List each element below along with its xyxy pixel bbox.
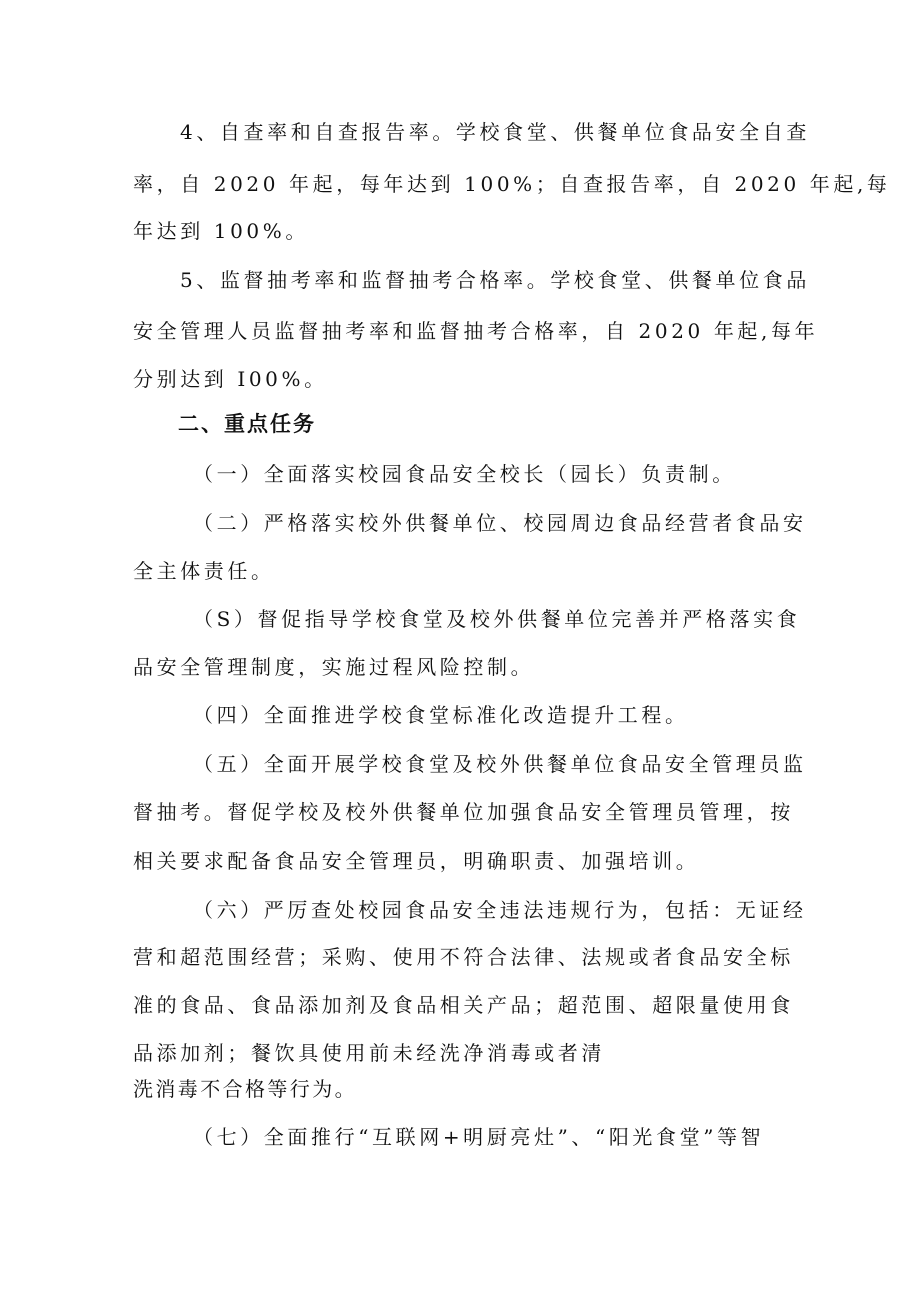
item5-line2: 安全管理人员监督抽考率和监督抽考合格率，自 2020 年起,每年 — [133, 319, 819, 343]
task6-line5: 洗消毒不合格等行为。 — [133, 1077, 357, 1101]
section-heading: 二、重点任务 — [178, 412, 316, 436]
item4-line2: 率，自 2020 年起，每年达到 100%；自查报告率，自 2020 年起,每 — [133, 172, 891, 196]
task6-line2: 营和超范围经营；采购、使用不符合法律、法规或者食品安全标 — [133, 945, 794, 969]
task7-line1: （七）全面推行“互联网+明厨亮灶”、“阳光食堂”等智 — [193, 1125, 765, 1149]
task3-line1: （S）督促指导学校食堂及校外供餐单位完善并严格落实食 — [193, 607, 801, 631]
item4-line3: 年达到 100%。 — [133, 219, 309, 243]
task2-line1: （二）严格落实校外供餐单位、校园周边食品经营者食品安 — [193, 511, 807, 535]
task5-line2: 督抽考。督促学校及校外供餐单位加强食品安全管理员管理，按 — [133, 800, 794, 824]
task1-line1: （一）全面落实校园食品安全校长（园长）负责制。 — [193, 462, 736, 486]
task5-line3: 相关要求配备食品安全管理员，明确职责、加强培训。 — [133, 849, 700, 873]
task6-line3: 准的食品、食品添加剂及食品相关产品；超范围、超限量使用食 — [133, 993, 794, 1017]
task6-line4: 品添加剂；餐饮具使用前未经洗净消毒或者清 — [133, 1041, 605, 1065]
item5-line1: 5、监督抽考率和监督抽考合格率。学校食堂、供餐单位食品 — [180, 268, 810, 292]
task3-line2: 品安全管理制度，实施过程风险控制。 — [133, 655, 535, 679]
task6-line1: （六）严厉查处校园食品安全违法违规行为，包括：无证经 — [193, 898, 807, 922]
task4-line1: （四）全面推进学校食堂标准化改造提升工程。 — [193, 703, 689, 727]
item5-line3: 分别达到 I00%。 — [133, 367, 328, 391]
task5-line1: （五）全面开展学校食堂及校外供餐单位食品安全管理员监 — [193, 752, 807, 776]
task2-line2: 全主体责任。 — [133, 559, 275, 583]
item4-line1: 4、自查率和自查报告率。学校食堂、供餐单位食品安全自查 — [180, 120, 810, 144]
